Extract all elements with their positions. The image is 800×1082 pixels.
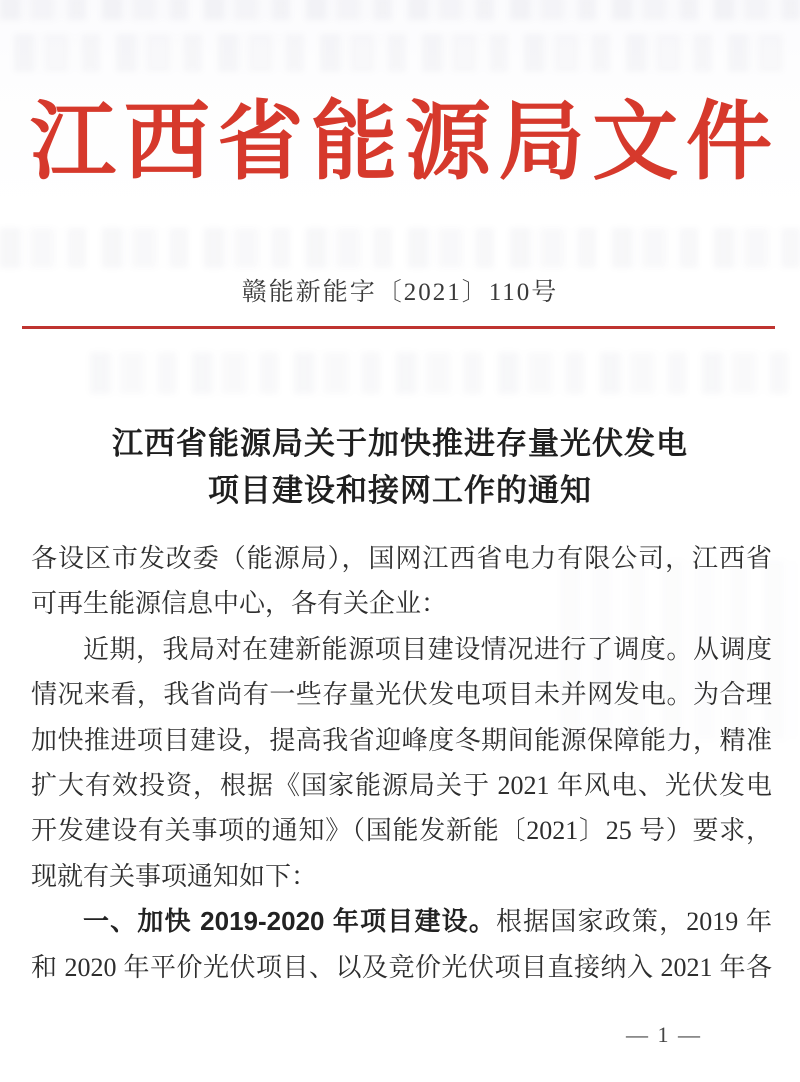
body-line: 近期，我局对在建新能源项目建设情况进行了调度。从调度 <box>83 634 772 664</box>
document-number: 赣能新能字〔2021〕110号 <box>241 279 559 306</box>
section-heading-bold: 一、加快 2019-2020 年项目建设。 <box>83 906 496 937</box>
agency-header-title: 江西省能源局文件 <box>30 94 772 190</box>
body-line <box>31 899 772 944</box>
notice-title-line2: 项目建设和接网工作的通知 <box>208 473 592 508</box>
notice-title-line1: 江西省能源局关于加快推进存量光伏发电 <box>112 426 688 461</box>
body-line: 加快推进项目建设，提高我省迎峰度冬期间能源保障能力，精准 <box>31 725 772 755</box>
notice-title <box>0 420 800 514</box>
bleed-through-artifact <box>90 352 796 394</box>
body-line: 开发建设有关事项的通知》（国能发新能〔2021〕25 号）要求， <box>31 816 772 846</box>
body-line: 各设区市发改委（能源局），国网江西省电力有限公司，江西省 <box>31 544 772 573</box>
red-divider-rule <box>22 326 775 329</box>
bleed-through-artifact <box>0 0 800 20</box>
body-line: 可再生能源信息中心，各有关企业： <box>31 589 448 619</box>
body-line-continuation: 根据国家政策，2019 年 <box>496 907 772 937</box>
body-line: 现就有关事项通知如下： <box>31 861 318 891</box>
bleed-through-artifact <box>14 34 786 72</box>
body-line: 扩大有效投资，根据《国家能源局关于 2021 年风电、光伏发电 <box>31 770 772 800</box>
bleed-through-artifact <box>0 228 800 268</box>
page-number: — 1 — <box>626 1022 702 1047</box>
body-line: 和 2020 年平价光伏项目、以及竞价光伏项目直接纳入 2021 年各 <box>31 952 772 982</box>
document-body <box>31 536 772 990</box>
body-line: 情况来看，我省尚有一些存量光伏发电项目未并网发电。为合理 <box>31 680 772 710</box>
